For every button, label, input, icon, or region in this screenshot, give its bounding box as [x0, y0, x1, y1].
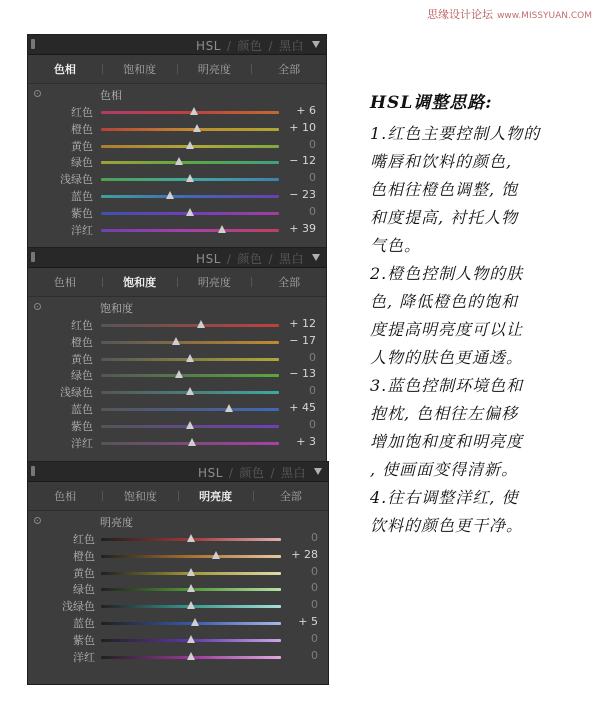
- slider-thumb[interactable]: [166, 191, 174, 199]
- watermark-url: www.MISSYUAN.COM: [497, 11, 592, 21]
- slider-thumb[interactable]: [186, 387, 194, 395]
- slider-track[interactable]: [101, 324, 279, 327]
- tab-luminance[interactable]: 明亮度: [199, 490, 233, 503]
- slider-thumb[interactable]: [191, 618, 199, 626]
- section-title: 明亮度: [100, 516, 133, 529]
- panel-header[interactable]: [28, 462, 328, 482]
- slider-thumb[interactable]: [187, 584, 195, 592]
- drag-handle-icon[interactable]: [31, 466, 35, 476]
- slider-value[interactable]: + 28: [291, 547, 318, 561]
- mode-hsl[interactable]: HSL: [196, 39, 221, 53]
- slider-label: 浅绿色: [62, 600, 95, 614]
- slider-thumb[interactable]: [187, 568, 195, 576]
- hsl-subtabs: [28, 55, 326, 84]
- slider-value[interactable]: + 12: [289, 317, 316, 330]
- slider-label: 洋红: [71, 223, 93, 237]
- slider-label: 蓝色: [71, 402, 93, 416]
- slider-row: [28, 597, 328, 614]
- slider-row: [28, 434, 326, 451]
- notes-line: 抱枕, 色相往左偏移: [370, 404, 519, 423]
- slider-label: 绿色: [73, 583, 95, 597]
- slider-value[interactable]: 0: [311, 531, 318, 544]
- slider-label: 橙色: [73, 549, 95, 563]
- notes-line: 增加饱和度和明亮度: [370, 432, 524, 451]
- slider-track[interactable]: [101, 195, 279, 198]
- adjust-section: [28, 84, 326, 237]
- notes-line: 和度提高, 衬托人物: [370, 208, 519, 227]
- notes-line: 2.橙色控制人物的肤: [370, 264, 524, 283]
- tab-saturation[interactable]: 饱和度: [123, 63, 157, 76]
- tab-saturation[interactable]: 饱和度: [123, 490, 157, 503]
- slider-label: 黄色: [71, 139, 93, 153]
- slider-label: 浅绿色: [60, 386, 93, 400]
- mode-separator: /: [270, 466, 275, 480]
- slider-thumb[interactable]: [186, 208, 194, 216]
- slider-label: 紫色: [73, 633, 95, 647]
- tab-all[interactable]: 全部: [279, 490, 302, 503]
- slider-row: [28, 187, 326, 204]
- slider-row: [28, 614, 328, 631]
- drag-handle-icon[interactable]: [31, 252, 35, 262]
- slider-row: [28, 221, 326, 238]
- slider-row: [28, 137, 326, 154]
- slider-row: [28, 383, 326, 400]
- slider-label: 紫色: [71, 419, 93, 433]
- slider-track[interactable]: [101, 555, 281, 558]
- slider-thumb[interactable]: [187, 635, 195, 643]
- mode-bw[interactable]: 黑白: [278, 252, 304, 266]
- hsl-panel-1: [28, 35, 326, 248]
- slider-value[interactable]: − 17: [289, 333, 316, 347]
- watermark-text: 思缘设计论坛: [427, 8, 494, 21]
- target-adjust-icon[interactable]: [34, 90, 41, 97]
- slider-thumb[interactable]: [190, 107, 198, 115]
- slider-label: 绿色: [71, 369, 93, 383]
- slider-value[interactable]: + 10: [289, 120, 316, 134]
- slider-thumb[interactable]: [197, 320, 205, 328]
- slider-label: 蓝色: [73, 616, 95, 630]
- slider-thumb[interactable]: [186, 354, 194, 362]
- notes-line: 饮料的颜色更干净。: [370, 516, 524, 535]
- target-adjust-icon[interactable]: [34, 517, 41, 524]
- panel-mode-tabs: [196, 37, 304, 54]
- mode-color[interactable]: 颜色: [239, 466, 265, 480]
- slider-thumb[interactable]: [186, 421, 194, 429]
- notes-line: 3.蓝色控制环境色和: [370, 376, 524, 395]
- slider-thumb[interactable]: [188, 438, 196, 446]
- slider-thumb[interactable]: [175, 157, 183, 165]
- panel-header[interactable]: [28, 35, 326, 55]
- slider-row: [28, 204, 326, 221]
- slider-value[interactable]: 0: [309, 204, 316, 218]
- mode-separator: /: [226, 39, 232, 53]
- mode-bw[interactable]: 黑白: [278, 39, 304, 53]
- tab-luminance[interactable]: 明亮度: [197, 276, 231, 289]
- slider-row: [28, 316, 326, 333]
- notes-line: 1.红色主要控制人物的: [370, 124, 541, 143]
- slider-label: 洋红: [71, 436, 93, 450]
- slider-row: [28, 350, 326, 367]
- slider-label: 红色: [73, 533, 95, 546]
- mode-separator: /: [226, 252, 232, 266]
- mode-separator: /: [268, 39, 273, 53]
- slider-row: [28, 366, 326, 383]
- slider-row: [28, 120, 326, 137]
- slider-value[interactable]: 0: [311, 564, 318, 578]
- notes-column: [370, 88, 592, 540]
- adjust-section: [28, 297, 326, 450]
- slider-track[interactable]: [101, 408, 279, 411]
- slider-track[interactable]: [101, 229, 279, 232]
- notes-line: 人物的肤色更通透。: [370, 348, 524, 367]
- mode-separator: /: [268, 252, 273, 266]
- slider-value[interactable]: 0: [311, 598, 318, 612]
- slider-row: [28, 417, 326, 434]
- slider-row: [28, 631, 328, 648]
- slider-label: 紫色: [71, 206, 93, 220]
- section-title: 饱和度: [100, 302, 133, 315]
- mode-hsl[interactable]: HSL: [196, 252, 221, 266]
- slider-value[interactable]: 0: [309, 350, 316, 364]
- collapse-triangle-icon[interactable]: [314, 468, 322, 475]
- slider-row: [28, 103, 326, 120]
- notes-line: 色, 降低橙色的饱和: [370, 292, 519, 311]
- slider-thumb[interactable]: [187, 601, 195, 609]
- panel-header[interactable]: [28, 248, 326, 268]
- slider-value[interactable]: + 5: [298, 614, 318, 628]
- slider-row: [28, 648, 328, 665]
- slider-value[interactable]: − 12: [289, 154, 316, 168]
- slider-thumb[interactable]: [172, 337, 180, 345]
- notes-line: 度提高明亮度可以让: [370, 320, 524, 339]
- slider-value[interactable]: 0: [309, 384, 316, 398]
- slider-label: 红色: [71, 319, 93, 332]
- slider-value[interactable]: + 39: [289, 221, 316, 235]
- watermark: [427, 6, 592, 22]
- slider-row: [28, 400, 326, 417]
- slider-value[interactable]: 0: [311, 581, 318, 595]
- section-title: 色相: [100, 89, 122, 102]
- slider-value[interactable]: 0: [309, 137, 316, 151]
- slider-label: 浅绿色: [60, 173, 93, 187]
- section-title-row: [28, 300, 326, 316]
- notes-line: 气色。: [370, 236, 422, 255]
- hsl-subtabs: [28, 482, 328, 511]
- tab-all[interactable]: 全部: [278, 63, 301, 76]
- slider-track[interactable]: [101, 341, 279, 344]
- mode-color[interactable]: 颜色: [237, 252, 263, 266]
- collapse-triangle-icon[interactable]: [312, 254, 320, 261]
- notes-line: 嘴唇和饮料的颜色,: [370, 152, 513, 171]
- slider-value[interactable]: + 45: [289, 400, 316, 414]
- panel-mode-tabs: [196, 250, 304, 267]
- target-adjust-icon[interactable]: [34, 303, 41, 310]
- tab-hue[interactable]: 色相: [54, 490, 77, 503]
- slider-row: [28, 580, 328, 597]
- slider-label: 橙色: [71, 122, 93, 136]
- slider-row: [28, 564, 328, 581]
- slider-label: 黄色: [71, 352, 93, 366]
- slider-track[interactable]: [101, 128, 279, 131]
- slider-thumb[interactable]: [225, 404, 233, 412]
- slider-label: 洋红: [73, 650, 95, 664]
- hsl-panel-2: [28, 248, 326, 461]
- notes-line: 色相往橙色调整, 饱: [370, 180, 519, 199]
- slider-row: [28, 153, 326, 170]
- drag-handle-icon[interactable]: [31, 39, 35, 49]
- slider-thumb[interactable]: [186, 174, 194, 182]
- slider-value[interactable]: − 13: [289, 367, 316, 381]
- mode-bw[interactable]: 黑白: [280, 466, 306, 480]
- slider-value[interactable]: + 6: [296, 104, 316, 117]
- adjust-section: [28, 511, 328, 664]
- slider-thumb[interactable]: [175, 370, 183, 378]
- notes-heading: HSL调整思路:: [370, 93, 493, 113]
- tab-hue[interactable]: 色相: [53, 63, 76, 76]
- tab-saturation[interactable]: 饱和度: [123, 276, 157, 289]
- slider-label: 橙色: [71, 335, 93, 349]
- slider-value[interactable]: 0: [309, 171, 316, 185]
- tab-hue[interactable]: 色相: [53, 276, 76, 289]
- slider-value[interactable]: 0: [311, 648, 318, 662]
- collapse-triangle-icon[interactable]: [312, 41, 320, 48]
- slider-label: 黄色: [73, 566, 95, 580]
- slider-thumb[interactable]: [218, 225, 226, 233]
- slider-row: [28, 530, 328, 547]
- tab-all[interactable]: 全部: [278, 276, 301, 289]
- section-title-row: [28, 87, 326, 103]
- mode-color[interactable]: 颜色: [237, 39, 263, 53]
- notes-line: 4.往右调整洋红, 使: [370, 488, 519, 507]
- slider-row: [28, 170, 326, 187]
- slider-row: [28, 333, 326, 350]
- slider-thumb[interactable]: [187, 534, 195, 542]
- section-title-row: [28, 514, 328, 530]
- slider-value[interactable]: 0: [309, 417, 316, 431]
- panel-mode-tabs: [198, 464, 306, 481]
- slider-thumb[interactable]: [193, 124, 201, 132]
- slider-row: [28, 547, 328, 564]
- slider-label: 绿色: [71, 156, 93, 170]
- slider-value[interactable]: + 3: [296, 434, 316, 448]
- hsl-subtabs: [28, 268, 326, 297]
- slider-thumb[interactable]: [187, 652, 195, 660]
- slider-thumb[interactable]: [186, 141, 194, 149]
- slider-value[interactable]: − 23: [289, 187, 316, 201]
- notes-line: , 使画面变得清新。: [370, 460, 519, 479]
- slider-label: 蓝色: [71, 189, 93, 203]
- slider-label: 红色: [71, 106, 93, 119]
- slider-track[interactable]: [101, 374, 279, 377]
- tab-luminance[interactable]: 明亮度: [197, 63, 231, 76]
- slider-value[interactable]: 0: [311, 631, 318, 645]
- mode-separator: /: [228, 466, 234, 480]
- mode-hsl[interactable]: HSL: [198, 466, 223, 480]
- hsl-panel-3: [28, 462, 328, 684]
- slider-track[interactable]: [101, 161, 279, 164]
- slider-thumb[interactable]: [212, 551, 220, 559]
